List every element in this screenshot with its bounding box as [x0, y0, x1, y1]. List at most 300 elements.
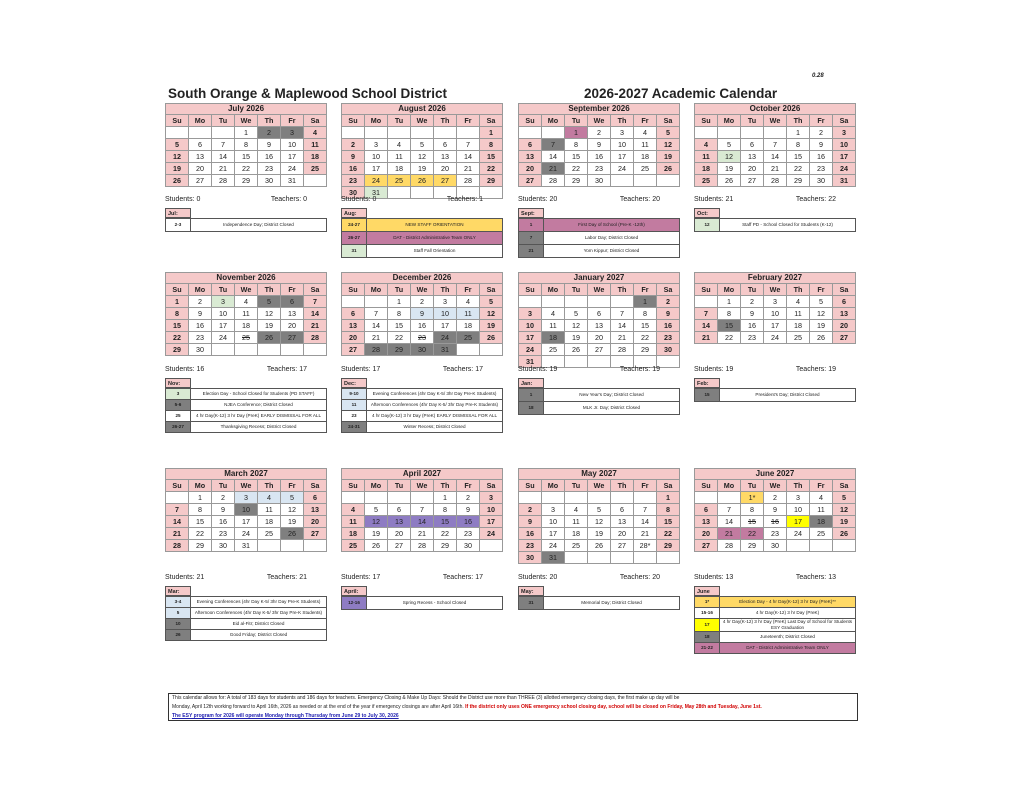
day-cell[interactable]: 22	[235, 163, 258, 175]
day-cell[interactable]	[281, 344, 304, 356]
day-cell[interactable]: 16	[657, 320, 680, 332]
day-cell[interactable]: 22	[718, 332, 741, 344]
day-cell[interactable]: 1	[565, 127, 588, 139]
day-cell[interactable]: 20	[434, 163, 457, 175]
day-cell[interactable]: 20	[189, 163, 212, 175]
day-cell[interactable]: 21	[411, 528, 434, 540]
day-cell[interactable]: 23	[741, 332, 764, 344]
day-cell[interactable]: 16	[212, 516, 235, 528]
day-cell[interactable]: 22	[657, 528, 680, 540]
day-cell[interactable]: 9	[810, 139, 833, 151]
day-cell[interactable]	[634, 552, 657, 564]
day-cell[interactable]: 21	[365, 332, 388, 344]
day-cell[interactable]: 14	[695, 320, 718, 332]
day-cell[interactable]: 11	[258, 504, 281, 516]
day-cell[interactable]	[741, 127, 764, 139]
day-cell[interactable]: 25	[304, 163, 327, 175]
day-cell[interactable]	[634, 175, 657, 187]
day-cell[interactable]: 28	[718, 540, 741, 552]
day-cell[interactable]	[411, 127, 434, 139]
day-cell[interactable]: 8	[480, 139, 503, 151]
day-cell[interactable]	[588, 296, 611, 308]
day-cell[interactable]: 21	[304, 320, 327, 332]
day-cell[interactable]: 13	[588, 320, 611, 332]
day-cell[interactable]: 12	[166, 151, 189, 163]
day-cell[interactable]: 27	[342, 344, 365, 356]
day-cell[interactable]: 3	[833, 127, 856, 139]
day-cell[interactable]: 17	[611, 151, 634, 163]
day-cell[interactable]: 6	[304, 492, 327, 504]
day-cell[interactable]: 19	[258, 320, 281, 332]
day-cell[interactable]: 3	[480, 492, 503, 504]
day-cell[interactable]: 28	[542, 175, 565, 187]
day-cell[interactable]: 16	[810, 151, 833, 163]
day-cell[interactable]: 6	[189, 139, 212, 151]
day-cell[interactable]: 31	[365, 187, 388, 199]
day-cell[interactable]: 12	[565, 320, 588, 332]
day-cell[interactable]: 8	[787, 139, 810, 151]
day-cell[interactable]: 21	[695, 332, 718, 344]
day-cell[interactable]	[611, 552, 634, 564]
day-cell[interactable]: 8	[388, 308, 411, 320]
day-cell[interactable]: 2	[411, 296, 434, 308]
day-cell[interactable]: 12	[833, 504, 856, 516]
day-cell[interactable]: 11	[342, 516, 365, 528]
day-cell[interactable]: 4	[787, 296, 810, 308]
day-cell[interactable]: 23	[519, 540, 542, 552]
day-cell[interactable]: 15	[565, 151, 588, 163]
day-cell[interactable]: 27	[388, 540, 411, 552]
day-cell[interactable]: 8	[741, 504, 764, 516]
day-cell[interactable]	[588, 552, 611, 564]
day-cell[interactable]	[342, 492, 365, 504]
day-cell[interactable]: 19	[657, 151, 680, 163]
day-cell[interactable]: 23	[810, 163, 833, 175]
day-cell[interactable]: 4	[634, 127, 657, 139]
day-cell[interactable]	[365, 492, 388, 504]
day-cell[interactable]: 27	[611, 540, 634, 552]
day-cell[interactable]: 17	[235, 516, 258, 528]
day-cell[interactable]: 24	[542, 540, 565, 552]
day-cell[interactable]: 6	[741, 139, 764, 151]
day-cell[interactable]	[258, 344, 281, 356]
day-cell[interactable]: 15	[657, 516, 680, 528]
day-cell[interactable]: 24	[434, 332, 457, 344]
day-cell[interactable]: 5	[810, 296, 833, 308]
day-cell[interactable]	[365, 127, 388, 139]
day-cell[interactable]: 22	[189, 528, 212, 540]
day-cell[interactable]: 8	[565, 139, 588, 151]
day-cell[interactable]: 23	[258, 163, 281, 175]
day-cell[interactable]: 21	[166, 528, 189, 540]
day-cell[interactable]: 2	[212, 492, 235, 504]
day-cell[interactable]	[457, 127, 480, 139]
day-cell[interactable]: 1	[657, 492, 680, 504]
day-cell[interactable]: 9	[519, 516, 542, 528]
day-cell[interactable]: 31	[434, 344, 457, 356]
day-cell[interactable]: 27	[588, 344, 611, 356]
day-cell[interactable]: 21	[611, 332, 634, 344]
day-cell[interactable]: 4	[565, 504, 588, 516]
day-cell[interactable]: 23	[457, 528, 480, 540]
day-cell[interactable]: 3	[235, 492, 258, 504]
day-cell[interactable]: 30	[519, 552, 542, 564]
day-cell[interactable]: 1	[787, 127, 810, 139]
day-cell[interactable]: 5	[166, 139, 189, 151]
day-cell[interactable]: 7	[718, 504, 741, 516]
day-cell[interactable]: 6	[342, 308, 365, 320]
day-cell[interactable]: 13	[342, 320, 365, 332]
day-cell[interactable]: 25	[810, 528, 833, 540]
day-cell[interactable]: 20	[611, 528, 634, 540]
day-cell[interactable]: 20	[388, 528, 411, 540]
day-cell[interactable]: 12	[281, 504, 304, 516]
day-cell[interactable]: 29	[388, 344, 411, 356]
day-cell[interactable]: 20	[695, 528, 718, 540]
day-cell[interactable]: 22	[434, 528, 457, 540]
day-cell[interactable]: 2	[258, 127, 281, 139]
day-cell[interactable]: 29	[741, 540, 764, 552]
day-cell[interactable]: 23	[189, 332, 212, 344]
day-cell[interactable]: 16	[764, 516, 787, 528]
day-cell[interactable]	[657, 552, 680, 564]
day-cell[interactable]: 4	[342, 504, 365, 516]
day-cell[interactable]: 9	[588, 139, 611, 151]
day-cell[interactable]: 18	[565, 528, 588, 540]
day-cell[interactable]: 10	[611, 139, 634, 151]
day-cell[interactable]: 25	[542, 344, 565, 356]
day-cell[interactable]: 17	[434, 320, 457, 332]
day-cell[interactable]: 15	[787, 151, 810, 163]
day-cell[interactable]: 28	[611, 344, 634, 356]
day-cell[interactable]: 18	[342, 528, 365, 540]
day-cell[interactable]: 10	[542, 516, 565, 528]
day-cell[interactable]: 3	[365, 139, 388, 151]
day-cell[interactable]: 29	[166, 344, 189, 356]
day-cell[interactable]: 23	[657, 332, 680, 344]
day-cell[interactable]: 2	[741, 296, 764, 308]
day-cell[interactable]	[787, 540, 810, 552]
day-cell[interactable]: 7	[411, 504, 434, 516]
day-cell[interactable]: 5	[588, 504, 611, 516]
day-cell[interactable]: 30	[212, 540, 235, 552]
day-cell[interactable]: 4	[695, 139, 718, 151]
day-cell[interactable]: 8	[235, 139, 258, 151]
day-cell[interactable]: 10	[519, 320, 542, 332]
day-cell[interactable]: 18	[388, 163, 411, 175]
day-cell[interactable]: 26	[258, 332, 281, 344]
day-cell[interactable]: 19	[565, 332, 588, 344]
day-cell[interactable]: 9	[657, 308, 680, 320]
day-cell[interactable]: 1	[166, 296, 189, 308]
day-cell[interactable]: 14	[764, 151, 787, 163]
day-cell[interactable]	[304, 175, 327, 187]
day-cell[interactable]	[189, 127, 212, 139]
day-cell[interactable]: 11	[565, 516, 588, 528]
day-cell[interactable]	[565, 552, 588, 564]
day-cell[interactable]: 18	[634, 151, 657, 163]
day-cell[interactable]: 28	[166, 540, 189, 552]
day-cell[interactable]: 28	[304, 332, 327, 344]
day-cell[interactable]: 16	[258, 151, 281, 163]
day-cell[interactable]: 7	[212, 139, 235, 151]
day-cell[interactable]	[695, 127, 718, 139]
day-cell[interactable]: 5	[718, 139, 741, 151]
day-cell[interactable]: 6	[434, 139, 457, 151]
day-cell[interactable]: 16	[741, 320, 764, 332]
day-cell[interactable]: 28	[411, 540, 434, 552]
day-cell[interactable]: 14	[212, 151, 235, 163]
day-cell[interactable]: 14	[304, 308, 327, 320]
day-cell[interactable]: 24	[787, 528, 810, 540]
day-cell[interactable]: 10	[833, 139, 856, 151]
day-cell[interactable]: 14	[457, 151, 480, 163]
day-cell[interactable]: 22	[787, 163, 810, 175]
day-cell[interactable]: 24	[212, 332, 235, 344]
day-cell[interactable]: 10	[764, 308, 787, 320]
day-cell[interactable]: 10	[235, 504, 258, 516]
day-cell[interactable]: 18	[810, 516, 833, 528]
day-cell[interactable]: 18	[542, 332, 565, 344]
day-cell[interactable]: 29	[189, 540, 212, 552]
day-cell[interactable]: 17	[281, 151, 304, 163]
day-cell[interactable]: 8	[166, 308, 189, 320]
day-cell[interactable]: 31	[833, 175, 856, 187]
day-cell[interactable]	[480, 540, 503, 552]
day-cell[interactable]: 12	[480, 308, 503, 320]
day-cell[interactable]: 6	[519, 139, 542, 151]
day-cell[interactable]: 26	[480, 332, 503, 344]
day-cell[interactable]: 10	[787, 504, 810, 516]
day-cell[interactable]: 20	[741, 163, 764, 175]
day-cell[interactable]: 12	[657, 139, 680, 151]
day-cell[interactable]: 3	[519, 308, 542, 320]
day-cell[interactable]: 7	[304, 296, 327, 308]
day-cell[interactable]: 25	[634, 163, 657, 175]
day-cell[interactable]: 7	[611, 308, 634, 320]
day-cell[interactable]: 16	[189, 320, 212, 332]
day-cell[interactable]: 13	[519, 151, 542, 163]
day-cell[interactable]: 17	[365, 163, 388, 175]
day-cell[interactable]: 23	[411, 332, 434, 344]
day-cell[interactable]: 10	[480, 504, 503, 516]
day-cell[interactable]: 24	[235, 528, 258, 540]
day-cell[interactable]: 30	[588, 175, 611, 187]
day-cell[interactable]: 24	[611, 163, 634, 175]
day-cell[interactable]: 3	[281, 127, 304, 139]
day-cell[interactable]: 23	[764, 528, 787, 540]
day-cell[interactable]: 30	[657, 344, 680, 356]
day-cell[interactable]: 1	[434, 492, 457, 504]
day-cell[interactable]: 2	[519, 504, 542, 516]
day-cell[interactable]: 14	[542, 151, 565, 163]
day-cell[interactable]: 13	[833, 308, 856, 320]
day-cell[interactable]: 18	[787, 320, 810, 332]
day-cell[interactable]: 13	[304, 504, 327, 516]
day-cell[interactable]: 16	[457, 516, 480, 528]
day-cell[interactable]: 3	[611, 127, 634, 139]
day-cell[interactable]	[480, 344, 503, 356]
day-cell[interactable]: 28	[365, 344, 388, 356]
day-cell[interactable]: 5	[480, 296, 503, 308]
day-cell[interactable]: 19	[810, 320, 833, 332]
day-cell[interactable]: 6	[281, 296, 304, 308]
day-cell[interactable]	[588, 492, 611, 504]
day-cell[interactable]: 30	[457, 540, 480, 552]
day-cell[interactable]	[810, 540, 833, 552]
day-cell[interactable]: 4	[235, 296, 258, 308]
day-cell[interactable]: 26	[588, 540, 611, 552]
day-cell[interactable]: 31	[542, 552, 565, 564]
day-cell[interactable]: 26	[657, 163, 680, 175]
day-cell[interactable]: 9	[189, 308, 212, 320]
day-cell[interactable]: 1	[189, 492, 212, 504]
day-cell[interactable]: 26	[411, 175, 434, 187]
day-cell[interactable]: 1	[235, 127, 258, 139]
day-cell[interactable]: 21	[718, 528, 741, 540]
day-cell[interactable]: 21	[212, 163, 235, 175]
day-cell[interactable]: 22	[634, 332, 657, 344]
day-cell[interactable]	[519, 492, 542, 504]
day-cell[interactable]: 21	[764, 163, 787, 175]
day-cell[interactable]: 30	[189, 344, 212, 356]
day-cell[interactable]: 31	[519, 356, 542, 368]
day-cell[interactable]: 22	[565, 163, 588, 175]
day-cell[interactable]	[764, 127, 787, 139]
day-cell[interactable]: 7	[166, 504, 189, 516]
day-cell[interactable]	[519, 296, 542, 308]
day-cell[interactable]: 6	[833, 296, 856, 308]
day-cell[interactable]: 19	[833, 516, 856, 528]
day-cell[interactable]: 5	[258, 296, 281, 308]
day-cell[interactable]: 6	[695, 504, 718, 516]
day-cell[interactable]: 15	[189, 516, 212, 528]
day-cell[interactable]: 27	[281, 332, 304, 344]
day-cell[interactable]: 12	[411, 151, 434, 163]
day-cell[interactable]: 24	[365, 175, 388, 187]
day-cell[interactable]	[611, 175, 634, 187]
day-cell[interactable]: 20	[833, 320, 856, 332]
day-cell[interactable]	[657, 175, 680, 187]
day-cell[interactable]: 27	[695, 540, 718, 552]
day-cell[interactable]: 23	[342, 175, 365, 187]
day-cell[interactable]: 17	[212, 320, 235, 332]
day-cell[interactable]: 17	[480, 516, 503, 528]
day-cell[interactable]	[388, 127, 411, 139]
day-cell[interactable]: 19	[718, 163, 741, 175]
day-cell[interactable]: 3	[434, 296, 457, 308]
day-cell[interactable]: 11	[634, 139, 657, 151]
day-cell[interactable]	[365, 296, 388, 308]
day-cell[interactable]: 14	[634, 516, 657, 528]
day-cell[interactable]: 1*	[741, 492, 764, 504]
day-cell[interactable]: 13	[611, 516, 634, 528]
day-cell[interactable]: 15	[634, 320, 657, 332]
day-cell[interactable]	[718, 492, 741, 504]
day-cell[interactable]	[411, 492, 434, 504]
day-cell[interactable]: 17	[787, 516, 810, 528]
day-cell[interactable]: 25	[235, 332, 258, 344]
day-cell[interactable]: 13	[434, 151, 457, 163]
day-cell[interactable]: 15	[741, 516, 764, 528]
day-cell[interactable]: 16	[342, 163, 365, 175]
day-cell[interactable]: 4	[810, 492, 833, 504]
day-cell[interactable]: 19	[411, 163, 434, 175]
day-cell[interactable]: 2	[810, 127, 833, 139]
day-cell[interactable]: 25	[342, 540, 365, 552]
day-cell[interactable]	[695, 296, 718, 308]
day-cell[interactable]	[342, 296, 365, 308]
day-cell[interactable]: 15	[388, 320, 411, 332]
day-cell[interactable]: 2	[764, 492, 787, 504]
day-cell[interactable]: 23	[588, 163, 611, 175]
day-cell[interactable]: 25	[388, 175, 411, 187]
day-cell[interactable]: 2	[588, 127, 611, 139]
day-cell[interactable]: 21	[457, 163, 480, 175]
day-cell[interactable]: 10	[434, 308, 457, 320]
day-cell[interactable]: 24	[480, 528, 503, 540]
day-cell[interactable]: 7	[695, 308, 718, 320]
day-cell[interactable]: 13	[281, 308, 304, 320]
day-cell[interactable]: 18	[457, 320, 480, 332]
day-cell[interactable]: 25	[258, 528, 281, 540]
day-cell[interactable]: 15	[166, 320, 189, 332]
day-cell[interactable]: 18	[695, 163, 718, 175]
day-cell[interactable]: 5	[657, 127, 680, 139]
day-cell[interactable]	[565, 296, 588, 308]
day-cell[interactable]: 2	[657, 296, 680, 308]
day-cell[interactable]	[565, 492, 588, 504]
day-cell[interactable]: 18	[258, 516, 281, 528]
day-cell[interactable]: 13	[189, 151, 212, 163]
day-cell[interactable]: 16	[519, 528, 542, 540]
day-cell[interactable]: 9	[258, 139, 281, 151]
day-cell[interactable]: 30	[258, 175, 281, 187]
day-cell[interactable]: 26	[718, 175, 741, 187]
day-cell[interactable]: 2	[189, 296, 212, 308]
day-cell[interactable]: 7	[457, 139, 480, 151]
day-cell[interactable]: 17	[833, 151, 856, 163]
day-cell[interactable]: 1	[480, 127, 503, 139]
day-cell[interactable]: 14	[166, 516, 189, 528]
day-cell[interactable]	[281, 540, 304, 552]
day-cell[interactable]	[611, 296, 634, 308]
day-cell[interactable]: 14	[718, 516, 741, 528]
day-cell[interactable]: 4	[542, 308, 565, 320]
day-cell[interactable]: 6	[388, 504, 411, 516]
day-cell[interactable]: 26	[281, 528, 304, 540]
day-cell[interactable]: 15	[480, 151, 503, 163]
day-cell[interactable]: 27	[519, 175, 542, 187]
day-cell[interactable]	[695, 492, 718, 504]
day-cell[interactable]: 14	[611, 320, 634, 332]
day-cell[interactable]: 29	[434, 540, 457, 552]
day-cell[interactable]: 18	[235, 320, 258, 332]
day-cell[interactable]: 22	[388, 332, 411, 344]
day-cell[interactable]: 10	[281, 139, 304, 151]
day-cell[interactable]: 25	[565, 540, 588, 552]
day-cell[interactable]: 5	[411, 139, 434, 151]
day-cell[interactable]	[833, 540, 856, 552]
day-cell[interactable]: 12	[718, 151, 741, 163]
day-cell[interactable]	[542, 296, 565, 308]
day-cell[interactable]: 30	[810, 175, 833, 187]
day-cell[interactable]: 21	[542, 163, 565, 175]
day-cell[interactable]: 25	[695, 175, 718, 187]
day-cell[interactable]: 13	[388, 516, 411, 528]
day-cell[interactable]: 24	[764, 332, 787, 344]
day-cell[interactable]: 1	[388, 296, 411, 308]
